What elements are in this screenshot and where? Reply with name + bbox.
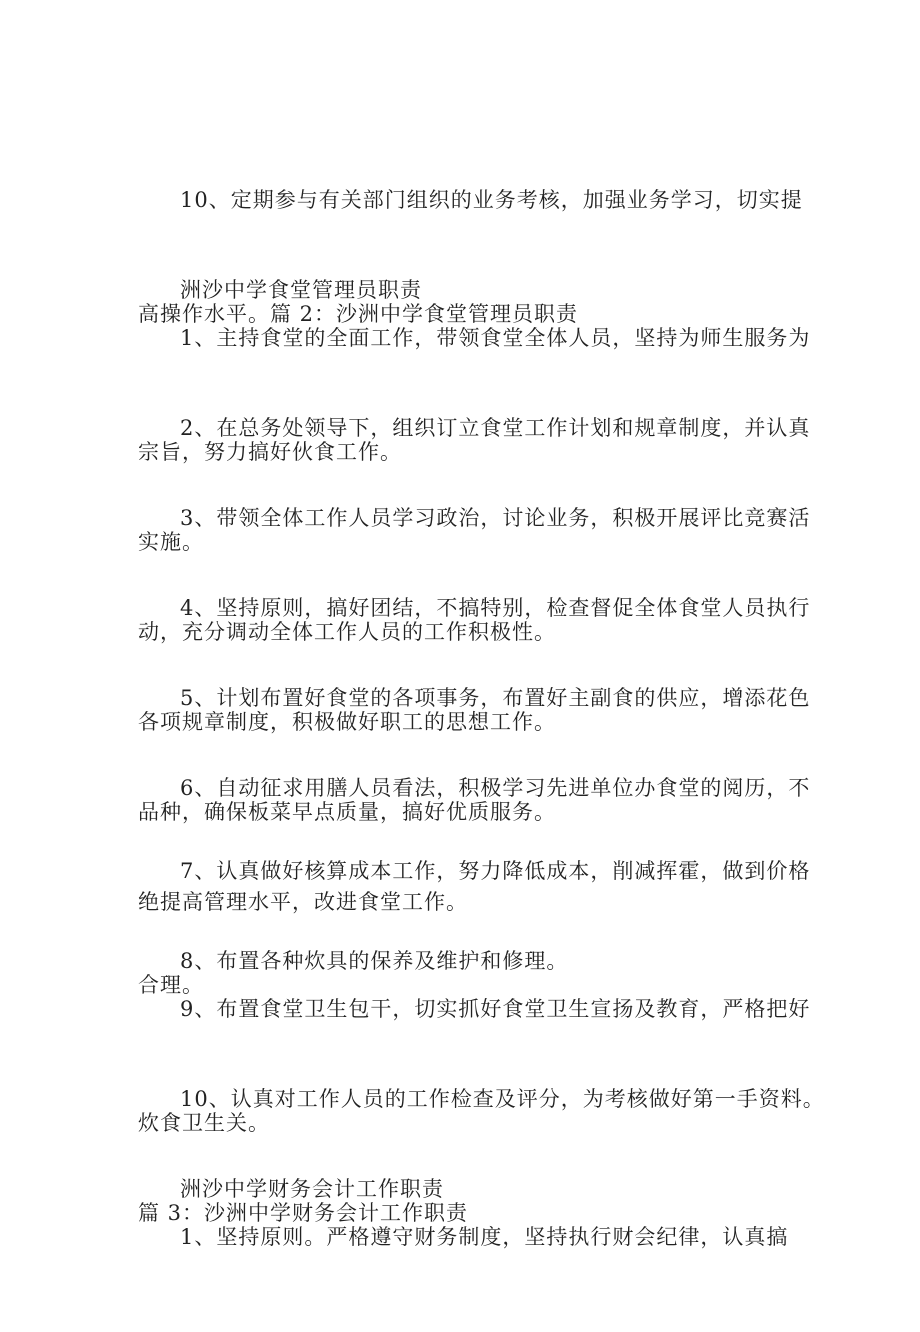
text-line: 3、带领全体工作人员学习政治，讨论业务，积极开展评比竞赛活 [180,506,811,530]
text-line: 篇 3：沙洲中学财务会计工作职责 [138,1201,469,1225]
text-line: 2、在总务处领导下，组织订立食堂工作计划和规章制度，并认真 [180,416,811,440]
text-line: 10、定期参与有关部门组织的业务考核，加强业务学习，切实提 [180,188,803,212]
text-line: 洲沙中学食堂管理员职责 [180,278,422,302]
text-line: 炊食卫生关。 [138,1111,270,1135]
text-line: 6、自动征求用膳人员看法，积极学习先进单位办食堂的阅历，不 [180,776,811,800]
text-line: 9、布置食堂卫生包干，切实抓好食堂卫生宣扬及教育，严格把好 [180,997,811,1021]
text-line: 各项规章制度，积极做好职工的思想工作。 [138,710,556,734]
text-line: 5、计划布置好食堂的各项事务，布置好主副食的供应，增添花色 [180,686,811,710]
text-line: 动，充分调动全体工作人员的工作积极性。 [138,620,556,644]
text-line: 8、布置各种炊具的保养及维护和修理。 [180,949,569,973]
text-line: 绝提高管理水平，改进食堂工作。 [138,890,468,914]
text-line: 1、主持食堂的全面工作，带领食堂全体人员，坚持为师生服务为 [180,326,811,350]
text-line: 宗旨，努力搞好伙食工作。 [138,440,402,464]
text-line: 4、坚持原则，搞好团结，不搞特别，检查督促全体食堂人员执行 [180,596,811,620]
text-line: 10、认真对工作人员的工作检查及评分，为考核做好第一手资料。 [180,1087,825,1111]
text-line: 高操作水平。篇 2：沙洲中学食堂管理员职责 [138,302,579,326]
text-line: 洲沙中学财务会计工作职责 [180,1177,444,1201]
paragraph-item-1 [138,1142,798,1332]
text-line: 7、认真做好核算成本工作，努力降低成本，削减挥霍，做到价格 [180,859,811,883]
text-line: 实施。 [138,530,204,554]
text-line: 合理。 [138,973,204,997]
text-line: 1、坚持原则。严格遵守财务制度，坚持执行财会纪律，认真搞 [180,1225,789,1249]
text-line: 品种，确保板菜早点质量，搞好优质服务。 [138,800,556,824]
